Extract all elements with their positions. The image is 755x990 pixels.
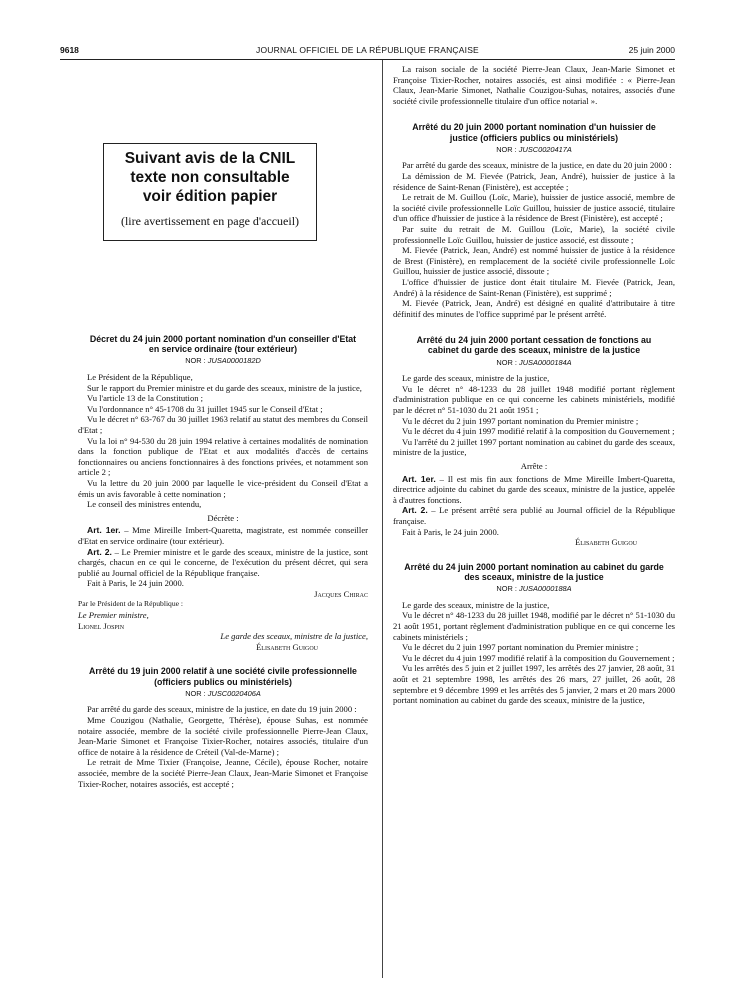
garde-label: Le garde des sceaux, ministre de la justice, (220, 631, 368, 642)
fait-line: Fait à Paris, le 24 juin 2000. (87, 578, 184, 589)
par-le-president: Par le Président de la République : (78, 599, 184, 609)
signature: Élisabeth Guigou (575, 537, 637, 548)
column-divider (382, 60, 383, 978)
signature: Jacques Chirac (314, 588, 368, 599)
arrete-nor (393, 145, 675, 156)
right-column (393, 64, 675, 706)
article-2 (393, 505, 675, 526)
paragraph: Vu l'ordonnance n° 45-1708 du 31 juillet 1945 sur le Conseil d'Etat ; (87, 403, 323, 414)
article-text: – Le présent arrêté sera publié au Journal officiel de la République française. (393, 505, 676, 526)
article-label: Art. 1er. (87, 525, 121, 536)
nor-code: JUSA0000182D (207, 356, 261, 366)
paragraph: La démission de M. Fievée (Patrick, Jean, André), huissier de justice à la résidence de Saint-Renan (Finistère), est acceptée ; (393, 170, 675, 192)
paragraph: Vu le décret du 2 juin 1997 portant nomination du Premier ministre ; (402, 415, 639, 426)
nor-code: JUSA0000184A (519, 357, 572, 367)
fait-line: Fait à Paris, le 24 juin 2000. (402, 526, 499, 537)
nor-label: NOR : (185, 356, 206, 366)
decrete-heading: Décrète : (207, 512, 239, 523)
cnil-note: (lire avertissement en page d'accueil) (120, 214, 300, 228)
paragraph: Vu le décret du 4 juin 1997 modifié relatif à la composition du Gouvernement ; (402, 652, 675, 663)
cnil-line-2: texte non consultable (130, 169, 290, 186)
page-header (60, 45, 675, 59)
premier-ministre-name: Lionel Jospin (78, 620, 125, 631)
article-2 (78, 547, 368, 579)
article-1 (78, 525, 368, 546)
paragraph: Le Président de la République, (87, 372, 193, 382)
arrete-24-nomination-section (393, 562, 675, 706)
paragraph: Le conseil des ministres entendu, (87, 499, 202, 510)
nor-label: NOR : (496, 584, 517, 594)
decret-title: Décret du 24 juin 2000 portant nomination d'un conseiller d'Etat en service ordinaire (tour extérieur) (89, 334, 357, 355)
nor-label: NOR : (496, 357, 517, 367)
decret-section (78, 334, 368, 652)
arrete-title: Arrêté du 24 juin 2000 portant cessation de fonctions au cabinet du garde des sceaux, ministre de la justice (416, 335, 652, 356)
header-rule (60, 59, 675, 60)
premier-ministre-label: Le Premier ministre, (78, 610, 149, 621)
arrete-heading: Arrête : (520, 461, 548, 472)
arrete-title: Arrêté du 24 juin 2000 portant nomination au cabinet du garde des sceaux, ministre de la justice (404, 561, 664, 582)
nor-code: JUSC0020417A (518, 144, 572, 154)
nor-code: JUSA0000188A (519, 584, 572, 594)
article-text: – Mme Mireille Imbert-Quaretta, magistrate, est nommée conseiller d'Etat en service ordinaire (tour extérieur). (78, 525, 368, 546)
issue-date: 25 juin 2000 (628, 45, 675, 55)
paragraph: Vu l'arrêté du 2 juillet 1997 portant nomination au cabinet du garde des sceaux, ministre de la justice, (393, 436, 675, 458)
journal-title: JOURNAL OFFICIEL DE LA RÉPUBLIQUE FRANÇAISE (256, 45, 479, 55)
paragraph: Vu le décret du 2 juin 1997 portant nomination du Premier ministre ; (402, 642, 639, 653)
article-text: – Le Premier ministre et le garde des sceaux, ministre de la justice, sont chargés, chacun en ce qui le concerne, de l'exécution du présent décret, qui sera publié au Journal officiel de la République française. (78, 546, 368, 578)
arrete-19-section (78, 666, 368, 789)
arrete-nor (78, 689, 368, 700)
arrete-nor (393, 584, 675, 595)
cnil-notice-box (103, 143, 317, 241)
arrete-title: Arrêté du 20 juin 2000 portant nomination d'un huissier de justice (officiers publics ou ministériels) (412, 122, 656, 143)
article-label: Art. 1er. (402, 473, 436, 484)
paragraph: Le garde des sceaux, ministre de la justice, (402, 599, 550, 610)
paragraph: Sur le rapport du Premier ministre et du garde des sceaux, ministre de la justice, (87, 382, 362, 393)
paragraph: Par arrêté du garde des sceaux, ministre de la justice, en date du 19 juin 2000 : (87, 704, 357, 715)
arrete-title: Arrêté du 19 juin 2000 relatif à une société civile professionnelle (officiers publics ou ministériels) (89, 666, 357, 687)
arrete-nor (393, 358, 675, 369)
paragraph: Vu l'article 13 de la Constitution ; (87, 393, 204, 404)
left-column (78, 334, 368, 789)
paragraph: Par suite du retrait de M. Guillou (Loïc, Marie), la société civile professionnelle Loïc Guillou, huissier de justice associé, est dissoute ; (393, 223, 675, 245)
paragraph: Le retrait de M. Guillou (Loïc, Marie), huissier de justice associé, membre de la société civile professionnelle Loïc Guillou, huissier de justice associé, titulaire d'un office d'huissier de justice à la résidence de Brest (Finistère), est accepté ; (393, 192, 675, 224)
paragraph: Vu le décret n° 63-767 du 30 juillet 1963 relatif au statut des membres du Conseil d'Etat ; (78, 414, 368, 435)
paragraph: M. Fievée (Patrick, Jean, André) est nommé huissier de justice à la résidence de Brest (Finistère), en remplacement de la société civile professionnelle Loïc Guillou, huissier de justice associé, dissoute ; (393, 245, 675, 277)
paragraph: Vu le décret du 4 juin 1997 modifié relatif à la composition du Gouvernement ; (402, 426, 675, 437)
paragraph: Vu la lettre du 20 juin 2000 par laquelle le vice-président du Conseil d'Etat a émis un avis favorable à cette nomination ; (78, 477, 368, 499)
article-1 (393, 474, 675, 506)
page-number: 9618 (60, 45, 79, 55)
nor-label: NOR : (185, 688, 206, 698)
paragraph: M. Fievée (Patrick, Jean, André) est désigné en qualité d'attributaire à titre définitif des minutes de l'office supprimé par le présent arrêté. (393, 298, 675, 319)
paragraph: Vu le décret n° 48-1233 du 28 juillet 1948, modifié par le décret n° 51-1030 du 21 août 1951, portant règlement d'administration publique en ce qui concerne les cabinets ministériels ; (393, 610, 675, 642)
nor-code: JUSC0020406A (207, 688, 261, 698)
arrete-20-section (393, 122, 675, 319)
paragraph: L'office d'huissier de justice dont était titulaire M. Fievée (Patrick, Jean, André) à la résidence de Saint-Renan (Finistère), est supprimé ; (393, 276, 675, 298)
paragraph: Le retrait de Mme Tixier (Françoise, Jeanne, Cécile), épouse Rocher, notaire associée, membre de la société Pierre-Jean Claux, Jean-Marie Simonet et Françoise Tixier-Rocher, notaires associés, est accepté ; (78, 757, 368, 789)
paragraph: Le garde des sceaux, ministre de la justice, (402, 373, 550, 384)
paragraph: Mme Couzigou (Nathalie, Georgette, Thérèse), épouse Suhas, est nommée notaire associée, membre de la société civile professionnelle Pierre-Jean Claux, Jean-Marie Simonet et Françoise Tixier-Rocher, notaires associés, titulaire d'un office de notaire à la résidence de Créteil (Val-de-Marne) ; (78, 715, 368, 757)
paragraph: Vu les arrêtés des 5 juin et 2 juillet 1997, les arrêtés des 27 janvier, 28 août, 31 août et 21 septembre 1998, les arrêtés des 26 mars, 27 juillet, 26 août, 28 septembre et 9 décembre 1999 et les arrêtés des 5 janvier, 2 mars et 20 mars 2000 portant nomination au cabinet du garde des sceaux, ministre de la justice, (393, 663, 675, 706)
article-text: – Il est mis fin aux fonctions de Mme Mireille Imbert-Quaretta, directrice adjointe du cabinet du garde des sceaux, ministre de la justice, appelée à d'autres fonctions. (393, 473, 675, 505)
cnil-line-1: Suivant avis de la CNIL (124, 150, 296, 167)
cnil-line-3: voir édition papier (142, 188, 278, 205)
nor-label: NOR : (496, 144, 517, 154)
paragraph: Vu la loi n° 94-530 du 28 juin 1994 relative à certaines modalités de nomination dans la fonction publique de l'Etat et aux modalités d'accès de certains fonctionnaires ou anciens fonctionnaires à des fonctions privées, et notamment son article 2 ; (78, 435, 368, 478)
garde-name: Élisabeth Guigou (256, 641, 318, 652)
decret-nor (78, 356, 368, 367)
paragraph: La raison sociale de la société Pierre-Jean Claux, Jean-Marie Simonet et Françoise Tixier-Rocher, notaires associés, est ainsi modifiée : « Pierre-Jean Claux, Jean-Marie Simonet, Nathalie Couzigou-Suhas, notaires, associés d'une société civile professionnelle titulaire d'un office notarial ». (393, 64, 675, 106)
article-label: Art. 2. (402, 505, 428, 516)
paragraph: Vu le décret n° 48-1233 du 28 juillet 1948 modifié portant règlement d'administration publique en ce qui concerne les cabinets ministériels, modifié par le décret n° 51-1030 du 21 août 1951 ; (393, 383, 675, 416)
arrete-24-cessation-section (393, 335, 675, 548)
article-label: Art. 2. (87, 546, 112, 557)
paragraph: Par arrêté du garde des sceaux, ministre de la justice, en date du 20 juin 2000 : (402, 160, 672, 171)
